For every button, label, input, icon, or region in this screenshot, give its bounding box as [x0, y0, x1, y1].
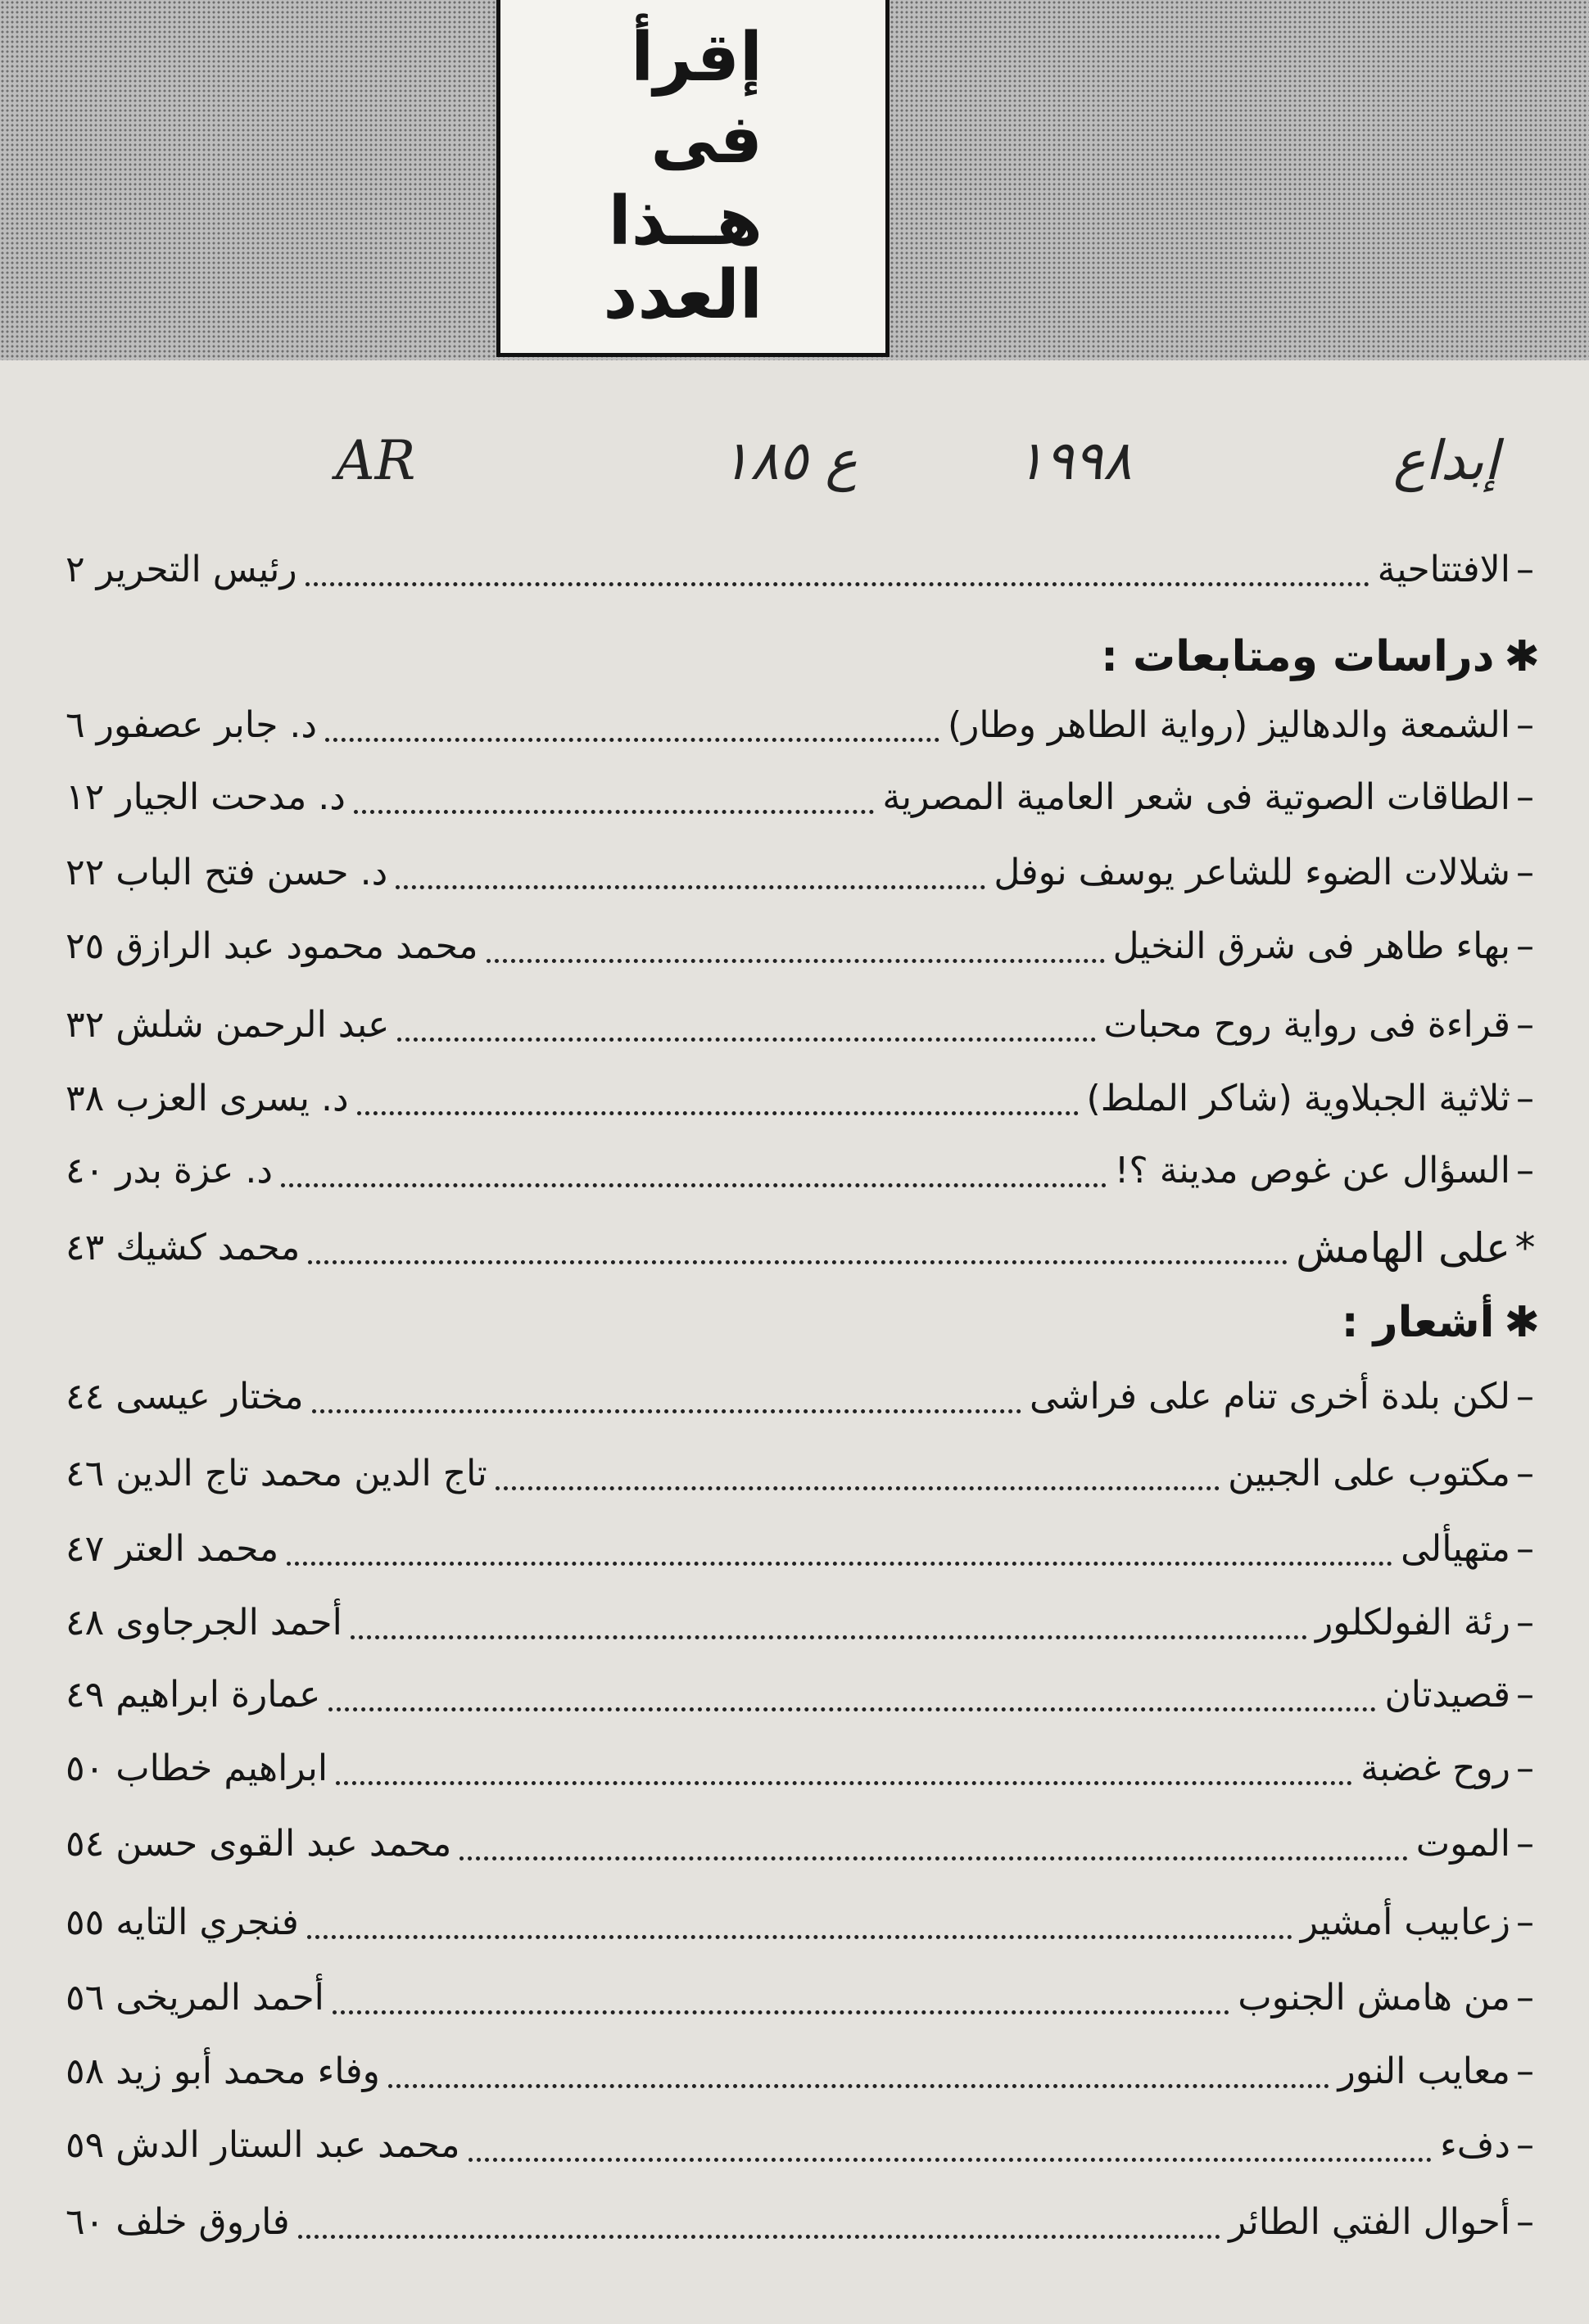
entry-dash: – [1516, 1674, 1534, 1716]
toc-entry-opening[interactable] [66, 545, 1540, 595]
asterisk-icon: * [1514, 1224, 1536, 1272]
entry-title: متهيألى [1401, 1528, 1510, 1570]
dot-leader [354, 805, 874, 814]
entry-title: معايب النور [1338, 2050, 1510, 2092]
entry-author-page: د. عزة بدر ٤٠ [66, 1150, 273, 1191]
entry-author-page: د. يسرى العزب ٣٨ [66, 1078, 349, 1119]
handwritten-note-part1: إبداع [1392, 429, 1499, 492]
entry-title: بهاء طاهر فى شرق النخيل [1112, 925, 1510, 967]
entry-dash: – [1516, 1602, 1534, 1644]
entry-title: ثلاثية الجبلاوية (شاكر الملط) [1086, 1078, 1510, 1119]
entry-dash: – [1516, 852, 1534, 893]
entry-dash: – [1516, 2050, 1534, 2092]
section-heading-text: دراسات ومتابعات : [1101, 632, 1495, 681]
toc-entry[interactable] [66, 1449, 1540, 1499]
entry-title: لكن بلدة أخرى تنام على فراشى [1030, 1376, 1510, 1417]
toc-entry[interactable] [66, 773, 1540, 822]
entry-dash: – [1516, 1453, 1534, 1494]
dot-leader [307, 1930, 1292, 1939]
entry-author-page: ابراهيم خطاب ٥٠ [66, 1748, 328, 1789]
title-line-4: العدد [603, 256, 763, 334]
toc-entry[interactable] [66, 701, 1540, 750]
entry-title: الشمعة والدهاليز (رواية الطاهر وطار) [947, 704, 1510, 746]
dot-leader [469, 2153, 1433, 2162]
entry-dash: – [1516, 2124, 1534, 2166]
dot-leader [459, 1852, 1407, 1861]
section-heading-text: أشعار : [1341, 1298, 1495, 1347]
toc-entry[interactable] [66, 2047, 1540, 2096]
entry-title: دفء [1440, 2124, 1510, 2166]
entry-dash: – [1516, 1150, 1534, 1191]
entry-author-page: فاروق خلف ٦٠ [66, 2201, 290, 2243]
dot-leader [298, 2230, 1221, 2239]
dot-leader [306, 577, 1369, 586]
entry-title: روح غضبة [1360, 1748, 1510, 1789]
asterisk-icon: ✱ [1504, 1298, 1540, 1347]
entry-author-page: د. مدحت الجيار ١٢ [66, 776, 346, 818]
section-heading-poems [1342, 1294, 1540, 1351]
dot-leader [388, 2079, 1330, 2088]
dot-leader [336, 1776, 1352, 1785]
toc-entry[interactable] [66, 1146, 1540, 1196]
toc-entry[interactable] [66, 1525, 1540, 1574]
entry-author-page: عمارة ابراهيم ٤٩ [66, 1674, 321, 1716]
dot-leader [487, 954, 1105, 963]
section-heading-studies [1101, 628, 1540, 685]
title-line-1: إقرأ [631, 19, 763, 97]
entry-title: الموت [1415, 1823, 1510, 1865]
entry-author-page: فنجري التايه ٥٥ [66, 1901, 299, 1943]
entry-author-page: محمد عبد القوى حسن ٥٤ [66, 1823, 452, 1865]
entry-dash: – [1516, 1823, 1534, 1865]
entry-author-page: أحمد المريخى ٥٦ [66, 1977, 324, 2019]
toc-entry[interactable] [66, 848, 1540, 897]
dot-leader [287, 1557, 1392, 1566]
entry-author-page: محمد كشيك ٤٣ [66, 1227, 301, 1268]
dot-leader [496, 1481, 1220, 1490]
toc-entry[interactable] [66, 1671, 1540, 1720]
entry-dash: – [1516, 925, 1534, 967]
toc-entry[interactable] [66, 1074, 1540, 1124]
entry-title: زعابيب أمشير [1300, 1901, 1510, 1943]
dot-leader [281, 1178, 1107, 1187]
entry-title: شلالات الضوء للشاعر يوسف نوفل [994, 852, 1510, 893]
entry-dash: – [1516, 549, 1534, 590]
entry-author-page: محمد عبد الستار الدش ٥٩ [66, 2124, 460, 2166]
toc-entry[interactable] [66, 1001, 1540, 1050]
toc-entry[interactable] [66, 1372, 1540, 1422]
entry-title: مكتوب على الجبين [1228, 1453, 1510, 1494]
toc-entry[interactable] [66, 1974, 1540, 2023]
dot-leader [328, 1702, 1376, 1711]
dot-leader [397, 1033, 1095, 1042]
entry-author-page: رئيس التحرير ٢ [66, 549, 297, 590]
entry-dash: – [1516, 1078, 1534, 1119]
entry-author-page: محمد العتر ٤٧ [66, 1528, 279, 1570]
entry-author-page: وفاء محمد أبو زيد ٥٨ [66, 2050, 380, 2092]
asterisk-icon: ✱ [1504, 632, 1540, 681]
entry-author-page: د. جابر عصفور ٦ [66, 704, 317, 746]
entry-author-page: محمد محمود عبد الرازق ٢٥ [66, 925, 478, 967]
entry-author-page: تاج الدين محمد تاج الدين ٤٦ [66, 1453, 487, 1494]
entry-title: أحوال الفتي الطائر [1229, 2201, 1510, 2243]
entry-dash: – [1516, 1528, 1534, 1570]
dot-leader [308, 1255, 1288, 1264]
entry-dash: – [1516, 1376, 1534, 1417]
entry-dash: – [1516, 1901, 1534, 1943]
entry-title: الطاقات الصوتية فى شعر العامية المصرية [882, 776, 1510, 818]
handwritten-note-part2: ١٩٩٨ [1016, 429, 1132, 492]
title-line-3: هــذا [608, 183, 763, 260]
dot-leader [357, 1106, 1079, 1115]
toc-entry[interactable] [66, 922, 1540, 971]
entry-title: السؤال عن غوص مدينة ؟! [1114, 1150, 1510, 1191]
handwritten-note-part4: AR [336, 429, 416, 492]
dot-leader [312, 1404, 1021, 1413]
toc-entry[interactable] [66, 2121, 1540, 2170]
dot-leader [396, 880, 985, 889]
entry-dash: – [1516, 1977, 1534, 2019]
entry-title: رئة الفولكلور [1315, 1602, 1510, 1644]
entry-dash: – [1516, 1748, 1534, 1789]
toc-entry[interactable] [66, 2198, 1540, 2247]
entry-author-page: أحمد الجرجاوى ٤٨ [66, 1602, 342, 1644]
entry-dash: – [1516, 776, 1534, 818]
entry-author-page: د. حسن فتح الباب ٢٢ [66, 852, 388, 893]
toc-entry-margin[interactable] [66, 1223, 1540, 1273]
entry-title: قصيدتان [1384, 1674, 1510, 1716]
dot-leader [333, 2005, 1229, 2014]
toc-entry[interactable] [66, 1898, 1540, 1947]
handwritten-note-part3: ع ١٨٥ [721, 429, 858, 492]
entry-dash: – [1516, 2201, 1534, 2243]
entry-title: من هامش الجنوب [1238, 1977, 1510, 2019]
dot-leader [325, 733, 939, 742]
dot-leader [351, 1630, 1307, 1639]
toc-entry[interactable] [66, 1744, 1540, 1793]
toc-entry[interactable] [66, 1598, 1540, 1648]
toc-entry[interactable] [66, 1820, 1540, 1869]
entry-author-page: عبد الرحمن شلش ٣٢ [66, 1004, 390, 1046]
entry-title: على الهامش [1296, 1224, 1510, 1272]
issue-title-box [496, 0, 890, 357]
entry-author-page: مختار عيسى ٤٤ [66, 1376, 304, 1417]
title-line-2: فى [650, 101, 763, 179]
entry-title: قراءة فى رواية روح محبات [1103, 1004, 1510, 1046]
entry-dash: – [1516, 1004, 1534, 1046]
entry-title: الافتتاحية [1377, 549, 1510, 590]
entry-dash: – [1516, 704, 1534, 746]
